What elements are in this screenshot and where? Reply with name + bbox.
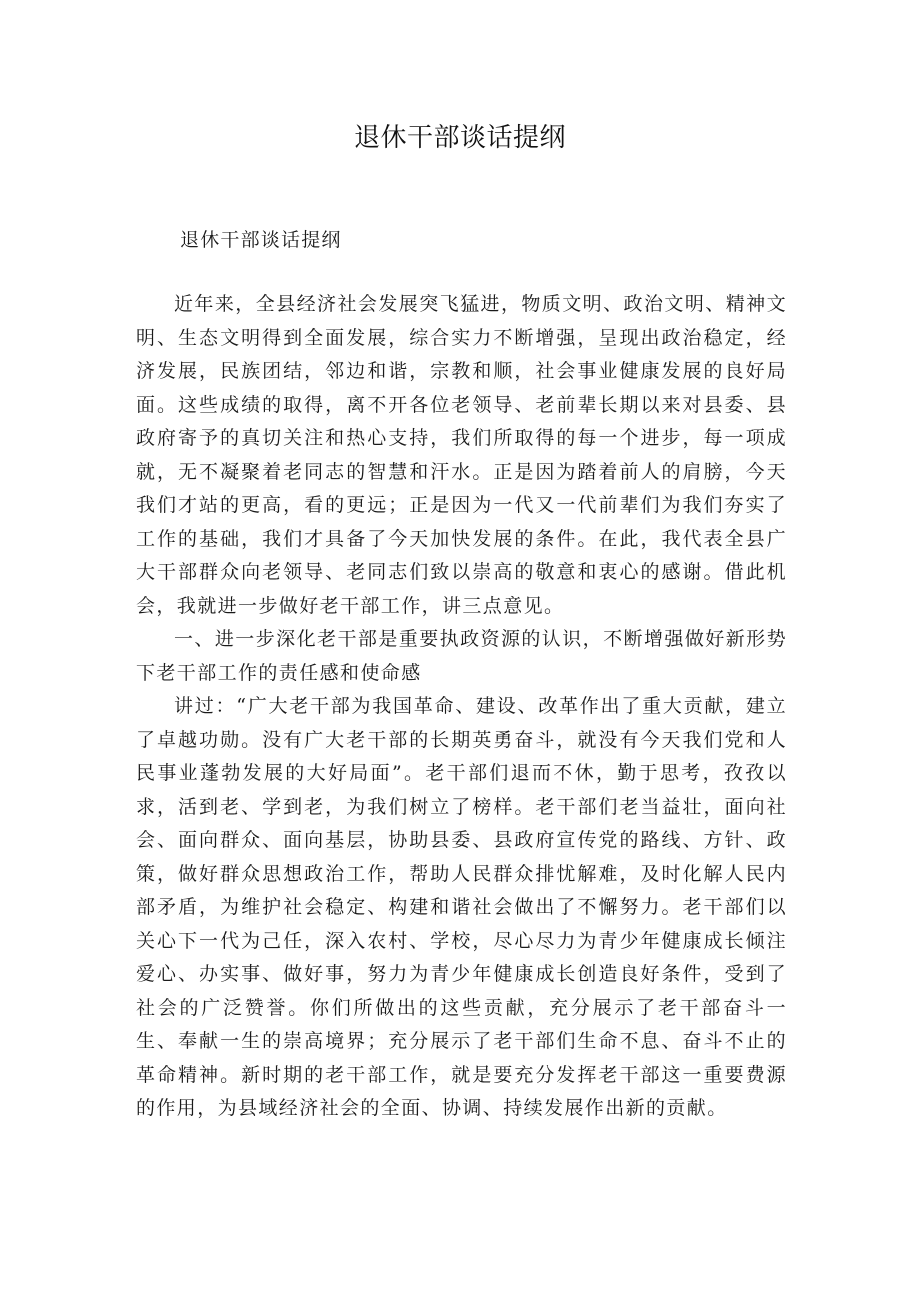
paragraph-section-one: 讲过：“广大老干部为我国革命、建设、改革作出了重大贡献，建立了卓越功勋。没有广大老干部的长期英勇奋斗，就没有今天我们党和人民事业蓬勃发展的大好局面”。老干部们退而不休，勤于思考，孜孜以求，活到老、学到老，为我们树立了榜样。老干部们老当益壮，面向社会、面向群众、面向基层，协助县委、县政府宣传党的路线、方针、政策，做好群众思想政治工作，帮助人民群众排忧解难，及时化解人民内部矛盾，为维护社会稳定、构建和谐社会做出了不懈努力。老干部们以关心下一代为己任，深入农村、学校，尽心尽力为青少年健康成长倾注爱心、办实事、做好事，努力为青少年健康成长创造良好条件，受到了社会的广泛赞誉。你们所做出的这些贡献，充分展示了老干部奋斗一生、奉献一生的崇高境界；充分展示了老干部们生命不息、奋斗不止的革命精神。新时期的老干部工作，就是要充分发挥老干部这一重要费源的作用，为县域经济社会的全面、协调、持续发展作出新的贡献。	[136, 695, 787, 1119]
document-subtitle: 退休干部谈话提纲	[180, 229, 342, 251]
paragraph-intro: 近年来，全县经济社会发展突飞猛进，物质文明、政治文明、精神文明、生态文明得到全面发展，综合实力不断增强，呈现出政治稳定，经济发展，民族团结，邻边和谐，宗教和顺，社会事业健康发展的良好局面。这些成绩的取得，离不开各位老领导、老前辈长期以来对县委、县政府寄予的真切关注和热心支持，我们所取得的每一个进步，每一项成就，无不凝聚着老同志的智慧和汗水。正是因为踏着前人的肩膀，今天我们才站的更高，看的更远；正是因为一代又一代前辈们为我们夯实了工作的基础，我们才具备了今天加快发展的条件。在此，我代表全县广大干部群众向老领导、老同志们致以崇高的敬意和衷心的感谢。借此机会，我就进一步做好老干部工作，讲三点意见。	[136, 293, 787, 617]
document-title: 退休干部谈话提纲	[353, 123, 566, 153]
section-heading-one: 一、进一步深化老干部是重要执政资源的认识，不断增强做好新形势下老干部工作的责任感和使命感	[136, 628, 787, 684]
document-body	[136, 288, 787, 1126]
